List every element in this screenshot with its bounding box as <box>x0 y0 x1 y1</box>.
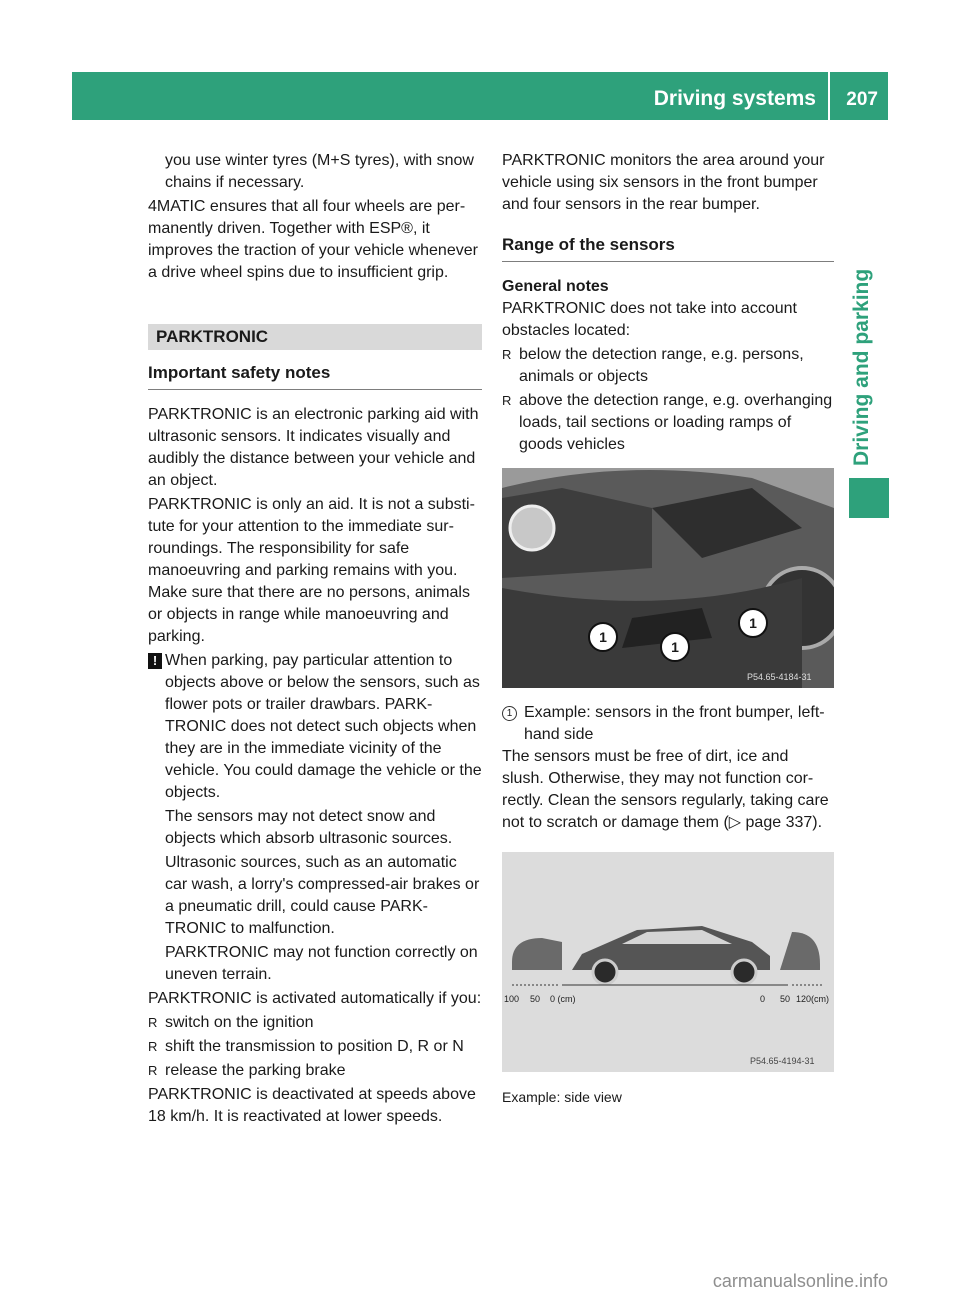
scale-label: 50 <box>780 994 791 1004</box>
car-side-illustration <box>502 852 834 1072</box>
caption-number: 1 <box>502 706 517 721</box>
side-view-figure <box>502 852 834 1072</box>
side-tab-label: Driving and parking <box>850 268 873 466</box>
bullet-icon: R <box>148 1015 158 1030</box>
list-item: R switch on the ignition <box>148 1012 482 1034</box>
sensors-clean-paragraph: The sensors must be free of dirt, ice and slush. Otherwise, they may not function correctly. Clean the sensors regularly, taking care not to scratch or damage them (▷ page 337). <box>502 748 829 831</box>
scale-label: 0 (cm) <box>550 994 576 1004</box>
general-notes-text: PARKTRONIC does not take into account obstacles located: <box>502 300 797 339</box>
scale-label: 0 <box>760 994 766 1004</box>
intro-continuation: you use winter tyres (M+S tyres), with snow chains if necessary. <box>165 152 474 191</box>
warning-para: When parking, pay particular attention to objects above or below the sensors, such as flower pots or trailer drawbars. PARKTRONIC does not detect such objects when they are in the immediate vicinity of the vehicle. You could damage the vehicle or the objects. <box>165 652 482 801</box>
warning-icon: ! <box>148 653 162 669</box>
para-electronic-aid: PARKTRONIC is an electronic parking aid with ultrasonic sensors. It indicates visually and audibly the distance between your vehicle and an object. <box>148 406 479 489</box>
general-notes-heading: General notes <box>502 278 609 295</box>
figure-code: P54.65-4184-31 <box>747 672 812 682</box>
watermark: carmanualsonline.info <box>712 1271 888 1291</box>
figure-code: P54.65-4194-31 <box>750 1056 815 1066</box>
range-heading: Range of the sensors <box>502 222 834 262</box>
warning-note <box>148 650 482 986</box>
warning-para: PARKTRONIC may not function correctly on uneven terrain. <box>165 944 478 983</box>
section-title: Driving systems <box>653 87 816 110</box>
deactivated-paragraph: PARKTRONIC is deactivated at speeds above 18 km/h. It is reactivated at lower speeds. <box>148 1086 476 1125</box>
side-tab <box>849 248 889 466</box>
right-column <box>502 150 834 1108</box>
sensor-marker: 1 <box>660 632 690 662</box>
scale-label: 50 <box>530 994 541 1004</box>
header-divider <box>828 72 830 120</box>
sensor-marker: 1 <box>588 622 618 652</box>
warning-para: Ultrasonic sources, such as an automatic car wash, a lorry's compressed-air brakes or a pneumatic drill, could cause PARKTRONIC to malfunction. <box>165 854 480 937</box>
front-bumper-figure <box>502 468 834 688</box>
bullet-icon: R <box>148 1063 158 1078</box>
bullet-icon: R <box>502 347 512 362</box>
page-number: 207 <box>846 89 878 110</box>
scale-label: 100 <box>504 994 520 1004</box>
band-title: PARKTRONIC <box>156 327 269 346</box>
side-view-caption: Example: side view <box>502 1089 622 1105</box>
activated-intro: PARKTRONIC is activated automatically if you: <box>148 990 482 1007</box>
list-item: R release the parking brake <box>148 1060 482 1082</box>
list-item: R below the detection range, e.g. persons, animals or objects <box>502 346 804 385</box>
left-column <box>148 150 482 1130</box>
para-only-aid: PARKTRONIC is only an aid. It is not a substitute for your attention to the immediate surroundings. The responsibility for safe manoeuvring and parking remains with you. Make sure that there are no persons, animals or objects in range while manoeuvring and parking. <box>148 496 475 645</box>
bullet-icon: R <box>148 1039 158 1054</box>
section-band <box>148 324 482 350</box>
side-tab-marker <box>849 478 889 518</box>
sensors-intro: PARKTRONIC monitors the area around your vehicle using six sensors in the front bumper and four sensors in the rear bumper. <box>502 152 825 213</box>
bullet-icon: R <box>502 393 512 408</box>
page-header <box>72 72 888 120</box>
list-item: R above the detection range, e.g. overhanging loads, tail sections or loading ramps of goods vehicles <box>502 392 833 453</box>
figure-caption: 1 Example: sensors in the front bumper, left-hand side <box>502 702 834 746</box>
sensor-marker: 1 <box>738 608 768 638</box>
scale-label: 120(cm) <box>796 994 830 1004</box>
warning-para: The sensors may not detect snow and objects which absorb ultrasonic sources. <box>165 808 453 847</box>
list-item: R shift the transmission to position D, R or N <box>148 1036 482 1058</box>
safety-heading: Important safety notes <box>148 350 482 390</box>
matic-paragraph: 4MATIC ensures that all four wheels are permanently driven. Together with ESP®, it improves the traction of your vehicle whenever a drive wheel spins due to insufficient grip. <box>148 198 478 281</box>
